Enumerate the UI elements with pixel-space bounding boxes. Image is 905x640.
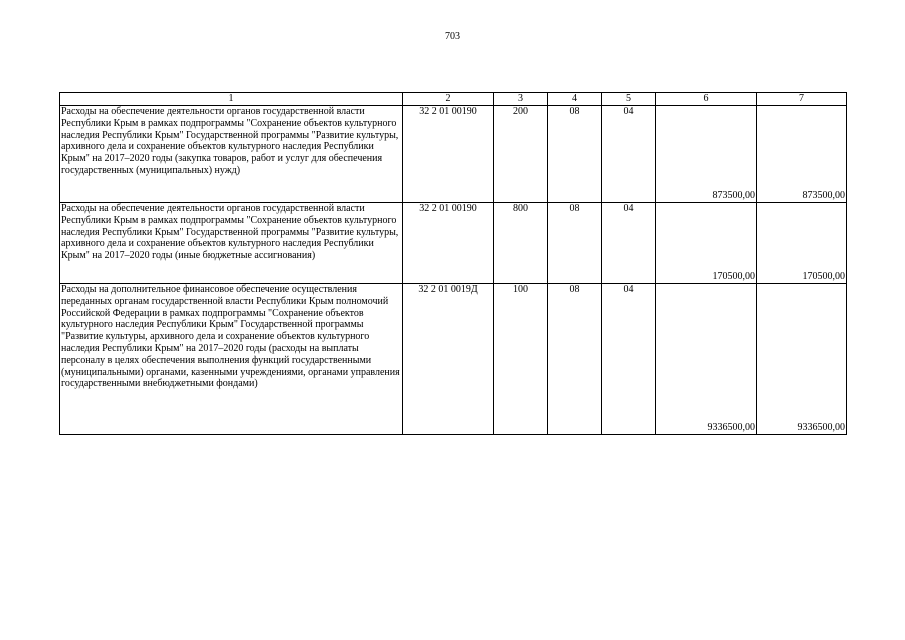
expense-type: 800 — [494, 203, 548, 284]
amount-col7: 170500,00 — [757, 203, 847, 284]
expense-description: Расходы на обеспечение деятельности органов государственной власти Республики Крым в рамках подпрограммы "Сохранение объектов культурного наследия Республики Крым" Государственной программы "Развитие культуры, архивного дела и сохранение объектов культурного наследия Республики Крым" на 2017–2020 годы (закупка товаров, работ и услуг для обеспечения государственных (муниципальных) нужд) — [60, 106, 403, 203]
page-number: 703 — [445, 31, 460, 42]
budget-table — [59, 92, 847, 435]
amount-col7: 873500,00 — [757, 106, 847, 203]
table-row — [60, 284, 847, 435]
subsection: 04 — [602, 284, 656, 435]
header-cell: 5 — [602, 93, 656, 106]
section: 08 — [548, 203, 602, 284]
header-cell: 4 — [548, 93, 602, 106]
subsection: 04 — [602, 106, 656, 203]
expense-type: 200 — [494, 106, 548, 203]
subsection: 04 — [602, 203, 656, 284]
target-code: 32 2 01 00190 — [403, 203, 494, 284]
target-code: 32 2 01 0019Д — [403, 284, 494, 435]
expense-description: Расходы на дополнительное финансовое обеспечение осуществления переданных органам государственной власти Республики Крым полномочий Российской Федерации в рамках подпрограммы "Сохранение объектов культурного наследия Республики Крым" Государственной программы "Развитие культуры, архивного дела и сохранение объектов культурного наследия Республики Крым" на 2017–2020 годы (расходы на выплаты персоналу в целях обеспечения выполнения функций государственными (муниципальными) органами, казенными учреждениями, органами управления государственными внебюджетными фондами) — [60, 284, 403, 435]
header-cell: 7 — [757, 93, 847, 106]
expense-description: Расходы на обеспечение деятельности органов государственной власти Республики Крым в рамках подпрограммы "Сохранение объектов культурного наследия Республики Крым" Государственной программы "Развитие культуры, архивного дела и сохранение объектов культурного наследия Республики Крым" на 2017–2020 годы (иные бюджетные ассигнования) — [60, 203, 403, 284]
header-cell: 2 — [403, 93, 494, 106]
amount-col6: 9336500,00 — [656, 284, 757, 435]
table-row — [60, 203, 847, 284]
expense-type: 100 — [494, 284, 548, 435]
target-code: 32 2 01 00190 — [403, 106, 494, 203]
header-cell: 6 — [656, 93, 757, 106]
section: 08 — [548, 284, 602, 435]
table-row — [60, 106, 847, 203]
table-header-row — [60, 93, 847, 106]
amount-col6: 873500,00 — [656, 106, 757, 203]
amount-col6: 170500,00 — [656, 203, 757, 284]
header-cell: 1 — [60, 93, 403, 106]
section: 08 — [548, 106, 602, 203]
header-cell: 3 — [494, 93, 548, 106]
amount-col7: 9336500,00 — [757, 284, 847, 435]
